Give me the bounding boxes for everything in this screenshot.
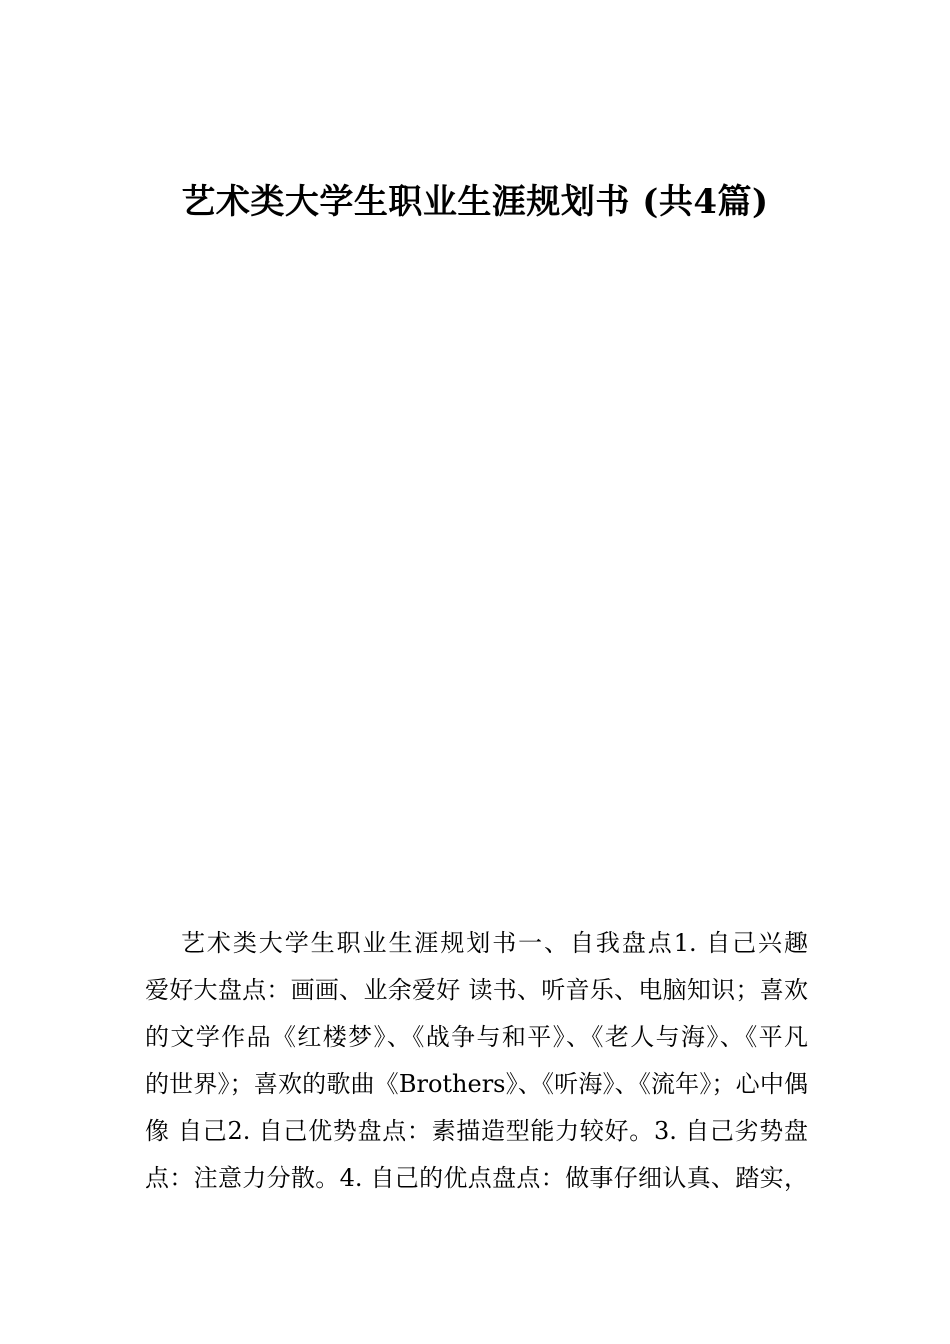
body-line: 的世界》；喜欢的歌曲《Brothers》、《听海》、《流年》；心中偶 [145, 1070, 808, 1098]
body-line: 爱好大盘点：画画、业余爱好 读书、听音乐、电脑知识；喜欢 [145, 976, 808, 1004]
body-line: 像 自己2. 自己优势盘点：素描造型能力较好。3. 自己劣势盘 [145, 1117, 808, 1145]
body-line: 艺术类大学生职业生涯规划书一、自我盘点1. 自己兴趣 [181, 929, 808, 957]
document-title: 艺术类大学生职业生涯规划书 (共4篇) [181, 182, 769, 222]
body-line: 的文学作品《红楼梦》、《战争与和平》、《老人与海》、《平凡 [145, 1023, 808, 1051]
body-line: 点：注意力分散。4. 自己的优点盘点：做事仔细认真、踏实， [145, 1164, 808, 1192]
document-body [145, 920, 808, 1202]
